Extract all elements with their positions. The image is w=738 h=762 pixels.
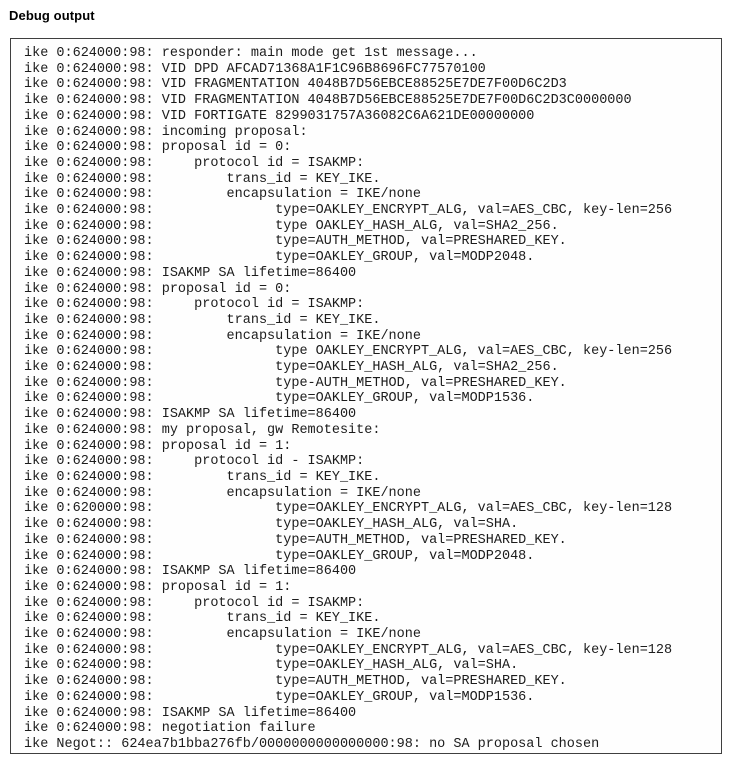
log-line: ike 0:624000:98: encapsulation = IKE/none — [24, 627, 421, 643]
log-line: ike 0:624000:98: type=AUTH_METHOD, val=PRESHARED_KEY. — [24, 234, 567, 250]
log-line: ike 0:624000:98: trans_id = KEY_IKE. — [24, 469, 381, 485]
log-line: ike 0:624000:98: proposal id = 1: — [24, 438, 292, 454]
log-line: ike 0:624000:98: type=OAKLEY_ENCRYPT_ALG, val=AES_CBC, key-len=128 — [24, 642, 673, 658]
log-line: ike 0:624000:98: my proposal, gw Remotesite: — [24, 422, 381, 438]
log-line: ike Negot:: 624ea7b1bba276fb/0000000000000000:98: no SA proposal chosen — [24, 736, 600, 752]
log-line: ike 0:624000:98: type=OAKLEY_GROUP, val=MODP2048. — [24, 548, 535, 564]
log-line: ike 0:624000:98: encapsulation = IKE/none — [24, 187, 421, 203]
log-line: ike 0:624000:98: proposal id = 0: — [24, 140, 292, 156]
log-line: ike 0:624000:98: type=OAKLEY_HASH_ALG, val=SHA. — [24, 658, 519, 674]
log-line: ike 0:624000:98: protocol id - ISAKMP: — [24, 454, 365, 470]
log-line: ike 0:620000:98: type=OAKLEY_ENCRYPT_ALG, val=AES_CBC, key-len=128 — [24, 501, 673, 517]
log-line: ike 0:624000:98: incoming proposal: — [24, 124, 308, 140]
log-line: ike 0:624000:98: trans_id = KEY_IKE. — [24, 611, 381, 627]
log-line: ike 0:624000:98: negotiation failure — [24, 721, 316, 737]
log-line: ike 0:624000:98: type-AUTH_METHOD, val=PRESHARED_KEY. — [24, 375, 567, 391]
log-line: ike 0:624000:98: responder: main mode get 1st message... — [24, 46, 478, 61]
log-line: ike 0:624000:98: ISAKMP SA lifetime=86400 — [24, 705, 357, 721]
page-title: Debug output — [9, 8, 95, 23]
log-line: ike 0:624000:98: VID FRAGMENTATION 4048B7D56EBCE88525E7DE7F00D6C2D3 — [24, 77, 567, 93]
log-line: ike 0:624000:98: type=AUTH_METHOD, val=PRESHARED_KEY. — [24, 532, 567, 548]
log-line: ike 0:624000:98: ISAKMP SA lifetime=86400 — [24, 265, 357, 281]
log-line: ike 0:624000:98: trans_id = KEY_IKE. — [24, 312, 381, 328]
log-line: ike 0:624000:98: VID FRAGMENTATION 4048B7D56EBCE88525E7DE7F00D6C2D3C0000000 — [24, 93, 632, 109]
log-line: ike 0:624000:98: type=OAKLEY_GROUP, val=MODP2048. — [24, 250, 535, 266]
log-line: ike 0:624000:98: ISAKMP SA lifetime=86400 — [24, 407, 357, 423]
log-line: ike 0:624000:98: type=OAKLEY_HASH_ALG, val=SHA. — [24, 517, 519, 533]
log-line: ike 0:624000:98: protocol id = ISAKMP: — [24, 155, 365, 171]
log-line: ike 0:624000:98: VID DPD AFCAD71368A1F1C96B8696FC77570100 — [24, 61, 486, 77]
log-line: ike 0:624000:98: trans_id = KEY_IKE. — [24, 171, 381, 187]
log-line: ike 0:624000:98: ISAKMP SA lifetime=86400 — [24, 564, 357, 580]
log-line: ike 0:624000:98: type=AUTH_METHOD, val=PRESHARED_KEY. — [24, 674, 567, 690]
log-line: ike 0:624000:98: proposal id = 0: — [24, 281, 292, 297]
debug-output-box — [10, 38, 722, 754]
log-line: ike 0:624000:98: VID FORTIGATE 8299031757A36082C6A621DE00000000 — [24, 108, 535, 124]
log-line: ike 0:624000:98: type=OAKLEY_ENCRYPT_ALG, val=AES_CBC, key-len=256 — [24, 203, 673, 219]
log-line: ike 0:624000:98: protocol id = ISAKMP: — [24, 595, 365, 611]
log-line: ike 0:624000:98: type=OAKLEY_HASH_ALG, val=SHA2_256. — [24, 360, 559, 376]
log-line: ike 0:624000:98: type=OAKLEY_GROUP, val=MODP1536. — [24, 689, 535, 705]
debug-log — [24, 46, 721, 753]
log-line: ike 0:624000:98: encapsulation = IKE/none — [24, 328, 421, 344]
log-line: ike 0:624000:98: type OAKLEY_HASH_ALG, val=SHA2_256. — [24, 218, 559, 234]
log-line: ike 0:624000:98: encapsulation = IKE/none — [24, 485, 421, 501]
log-line: ike 0:624000:98: type OAKLEY_ENCRYPT_ALG, val=AES_CBC, key-len=256 — [24, 344, 673, 360]
log-line: ike 0:624000:98: type=OAKLEY_GROUP, val=MODP1536. — [24, 391, 535, 407]
log-line: ike 0:624000:98: proposal id = 1: — [24, 579, 292, 595]
log-line: ike 0:624000:98: protocol id = ISAKMP: — [24, 297, 365, 313]
